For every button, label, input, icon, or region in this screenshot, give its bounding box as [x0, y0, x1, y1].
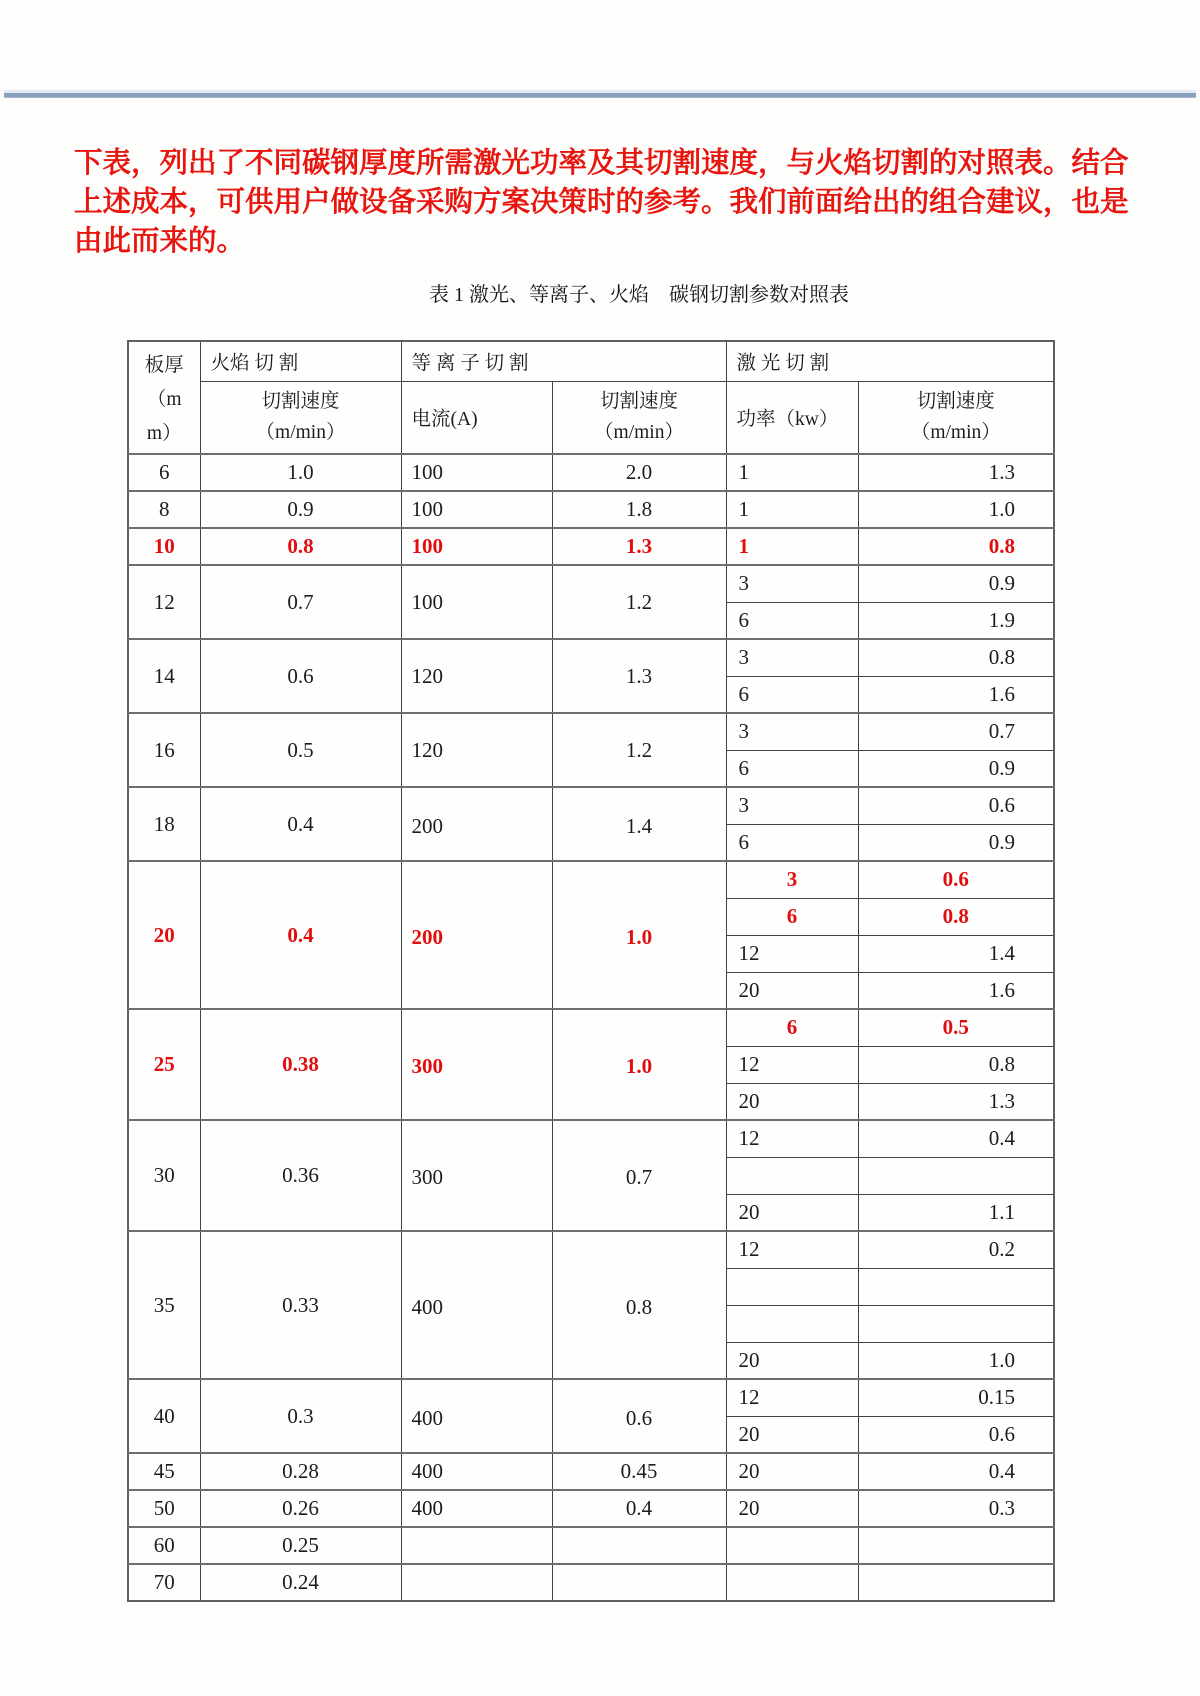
- laser-power-cell: [726, 1527, 858, 1564]
- laser-power-cell: 3: [726, 713, 858, 750]
- current-cell: 120: [401, 639, 552, 713]
- plasma-speed-cell: 0.45: [552, 1453, 726, 1490]
- laser-speed-cell: [858, 1268, 1054, 1305]
- laser-power-cell: 6: [726, 824, 858, 861]
- header-plasma-cutting: 等 离 子 切 割: [401, 341, 726, 381]
- plasma-speed-cell: [552, 1527, 726, 1564]
- flame-speed-cell: 0.7: [200, 565, 401, 639]
- thickness-cell: 14: [128, 639, 200, 713]
- laser-power-cell: 6: [726, 602, 858, 639]
- header-plasma-speed: 切割速度 （m/min）: [552, 381, 726, 454]
- table-row-thickness-14-1: [128, 639, 1054, 676]
- current-cell: 100: [401, 454, 552, 491]
- flame-speed-cell: 0.25: [200, 1527, 401, 1564]
- laser-power-cell: 20: [726, 1342, 858, 1379]
- laser-power-cell: [726, 1157, 858, 1194]
- table-row-thickness-16-1: [128, 713, 1054, 750]
- laser-speed-cell: 0.15: [858, 1379, 1054, 1416]
- plasma-speed-cell: 1.4: [552, 787, 726, 861]
- laser-power-cell: 12: [726, 935, 858, 972]
- thickness-cell: 18: [128, 787, 200, 861]
- plasma-speed-cell: 1.2: [552, 565, 726, 639]
- table-row-thickness-8: [128, 491, 1054, 528]
- table-row-thickness-70: [128, 1564, 1054, 1601]
- current-cell: [401, 1564, 552, 1601]
- laser-speed-cell: 1.9: [858, 602, 1054, 639]
- laser-power-cell: 6: [726, 898, 858, 935]
- laser-speed-cell: 0.9: [858, 565, 1054, 602]
- header-thickness: 板厚 （m m）: [128, 341, 200, 454]
- laser-speed-cell: 1.6: [858, 972, 1054, 1009]
- laser-power-cell: 12: [726, 1120, 858, 1157]
- plasma-speed-cell: 0.4: [552, 1490, 726, 1527]
- thickness-cell: 10: [128, 528, 200, 565]
- thickness-cell: 60: [128, 1527, 200, 1564]
- laser-speed-cell: [858, 1527, 1054, 1564]
- thickness-cell: 6: [128, 454, 200, 491]
- table-row-thickness-50: [128, 1490, 1054, 1527]
- intro-line-2: 上述成本，可供用户做设备采购方案决策时的参考。我们前面给出的组合建议，也是: [74, 186, 1129, 218]
- laser-speed-cell: 1.0: [858, 1342, 1054, 1379]
- laser-speed-cell: 0.5: [858, 1009, 1054, 1046]
- table-row-thickness-10: [128, 528, 1054, 565]
- flame-speed-cell: 0.4: [200, 861, 401, 1009]
- laser-power-cell: 20: [726, 1490, 858, 1527]
- thickness-cell: 50: [128, 1490, 200, 1527]
- thickness-cell: 16: [128, 713, 200, 787]
- table-title: 表 1 激光、等离子、火焰 碳钢切割参数对照表: [429, 284, 849, 306]
- table-row-thickness-30-1: [128, 1120, 1054, 1157]
- laser-speed-cell: 0.8: [858, 528, 1054, 565]
- current-cell: 300: [401, 1009, 552, 1120]
- flame-speed-cell: 0.36: [200, 1120, 401, 1231]
- laser-speed-cell: 1.3: [858, 1083, 1054, 1120]
- flame-speed-cell: 0.28: [200, 1453, 401, 1490]
- laser-speed-cell: [858, 1305, 1054, 1342]
- laser-speed-cell: 0.8: [858, 1046, 1054, 1083]
- laser-power-cell: 6: [726, 750, 858, 787]
- intro-paragraph: [74, 144, 1129, 261]
- laser-power-cell: 1: [726, 454, 858, 491]
- table-row-thickness-35-1: [128, 1231, 1054, 1268]
- laser-power-cell: 20: [726, 1083, 858, 1120]
- flame-speed-cell: 1.0: [200, 454, 401, 491]
- flame-speed-cell: 0.4: [200, 787, 401, 861]
- laser-speed-cell: [858, 1157, 1054, 1194]
- cutting-parameters-table: [127, 340, 1055, 1602]
- laser-speed-cell: 0.2: [858, 1231, 1054, 1268]
- laser-power-cell: 20: [726, 972, 858, 1009]
- laser-speed-cell: [858, 1564, 1054, 1601]
- flame-speed-cell: 0.8: [200, 528, 401, 565]
- header-power: 功率（kw）: [726, 381, 858, 454]
- table-row-thickness-25-1: [128, 1009, 1054, 1046]
- plasma-speed-cell: 1.0: [552, 861, 726, 1009]
- current-cell: 100: [401, 528, 552, 565]
- thickness-cell: 40: [128, 1379, 200, 1453]
- laser-speed-cell: 0.6: [858, 861, 1054, 898]
- thickness-cell: 8: [128, 491, 200, 528]
- header-row-1: [128, 341, 1054, 381]
- laser-power-cell: [726, 1305, 858, 1342]
- plasma-speed-cell: 0.6: [552, 1379, 726, 1453]
- table-body: [128, 454, 1054, 1601]
- intro-line-3: 由此而来的。: [74, 225, 246, 257]
- laser-speed-cell: 0.6: [858, 1416, 1054, 1453]
- thickness-cell: 12: [128, 565, 200, 639]
- flame-speed-cell: 0.24: [200, 1564, 401, 1601]
- current-cell: 400: [401, 1453, 552, 1490]
- table-row-thickness-18-1: [128, 787, 1054, 824]
- thickness-cell: 25: [128, 1009, 200, 1120]
- header-current: 电流(A): [401, 381, 552, 454]
- laser-power-cell: 20: [726, 1453, 858, 1490]
- flame-speed-cell: 0.38: [200, 1009, 401, 1120]
- current-cell: 200: [401, 861, 552, 1009]
- flame-speed-cell: 0.6: [200, 639, 401, 713]
- flame-speed-cell: 0.5: [200, 713, 401, 787]
- thickness-cell: 30: [128, 1120, 200, 1231]
- laser-speed-cell: 1.4: [858, 935, 1054, 972]
- flame-speed-cell: 0.26: [200, 1490, 401, 1527]
- table-row-thickness-20-1: [128, 861, 1054, 898]
- header-row-2: [128, 381, 1054, 454]
- header-flame-speed: 切割速度 （m/min）: [200, 381, 401, 454]
- table-row-thickness-45: [128, 1453, 1054, 1490]
- laser-speed-cell: 0.9: [858, 750, 1054, 787]
- laser-power-cell: 20: [726, 1416, 858, 1453]
- flame-speed-cell: 0.3: [200, 1379, 401, 1453]
- thickness-cell: 45: [128, 1453, 200, 1490]
- laser-power-cell: [726, 1268, 858, 1305]
- current-cell: [401, 1527, 552, 1564]
- current-cell: 100: [401, 565, 552, 639]
- plasma-speed-cell: 1.3: [552, 528, 726, 565]
- laser-power-cell: 3: [726, 565, 858, 602]
- flame-speed-cell: 0.33: [200, 1231, 401, 1379]
- current-cell: 120: [401, 713, 552, 787]
- plasma-speed-cell: 1.0: [552, 1009, 726, 1120]
- laser-speed-cell: 0.9: [858, 824, 1054, 861]
- intro-line-1: 下表，列出了不同碳钢厚度所需激光功率及其切割速度，与火焰切割的对照表。结合: [74, 147, 1129, 179]
- laser-power-cell: 6: [726, 676, 858, 713]
- thickness-cell: 20: [128, 861, 200, 1009]
- current-cell: 400: [401, 1379, 552, 1453]
- header-flame-cutting: 火焰 切 割: [200, 341, 401, 381]
- plasma-speed-cell: 1.2: [552, 713, 726, 787]
- plasma-speed-cell: 2.0: [552, 454, 726, 491]
- laser-power-cell: 20: [726, 1194, 858, 1231]
- laser-speed-cell: 1.6: [858, 676, 1054, 713]
- current-cell: 400: [401, 1231, 552, 1379]
- table-row-thickness-6: [128, 454, 1054, 491]
- laser-speed-cell: 0.6: [858, 787, 1054, 824]
- laser-speed-cell: 0.4: [858, 1120, 1054, 1157]
- plasma-speed-cell: 1.8: [552, 491, 726, 528]
- laser-speed-cell: 0.8: [858, 639, 1054, 676]
- horizontal-divider-rule: [4, 90, 1196, 98]
- laser-speed-cell: 1.1: [858, 1194, 1054, 1231]
- laser-power-cell: 3: [726, 861, 858, 898]
- laser-power-cell: 6: [726, 1009, 858, 1046]
- laser-power-cell: 12: [726, 1379, 858, 1416]
- laser-speed-cell: 0.4: [858, 1453, 1054, 1490]
- table-row-thickness-60: [128, 1527, 1054, 1564]
- laser-power-cell: [726, 1564, 858, 1601]
- laser-speed-cell: 1.3: [858, 454, 1054, 491]
- plasma-speed-cell: 0.7: [552, 1120, 726, 1231]
- table-row-thickness-12-1: [128, 565, 1054, 602]
- laser-power-cell: 1: [726, 528, 858, 565]
- thickness-cell: 70: [128, 1564, 200, 1601]
- laser-speed-cell: 0.3: [858, 1490, 1054, 1527]
- laser-power-cell: 12: [726, 1231, 858, 1268]
- laser-power-cell: 12: [726, 1046, 858, 1083]
- table-row-thickness-40-1: [128, 1379, 1054, 1416]
- laser-speed-cell: 0.7: [858, 713, 1054, 750]
- current-cell: 200: [401, 787, 552, 861]
- current-cell: 300: [401, 1120, 552, 1231]
- flame-speed-cell: 0.9: [200, 491, 401, 528]
- plasma-speed-cell: 0.8: [552, 1231, 726, 1379]
- current-cell: 400: [401, 1490, 552, 1527]
- plasma-speed-cell: [552, 1564, 726, 1601]
- laser-power-cell: 1: [726, 491, 858, 528]
- header-laser-cutting: 激 光 切 割: [726, 341, 1054, 381]
- laser-speed-cell: 1.0: [858, 491, 1054, 528]
- plasma-speed-cell: 1.3: [552, 639, 726, 713]
- header-laser-speed: 切割速度 （m/min）: [858, 381, 1054, 454]
- thickness-cell: 35: [128, 1231, 200, 1379]
- laser-power-cell: 3: [726, 639, 858, 676]
- laser-speed-cell: 0.8: [858, 898, 1054, 935]
- current-cell: 100: [401, 491, 552, 528]
- laser-power-cell: 3: [726, 787, 858, 824]
